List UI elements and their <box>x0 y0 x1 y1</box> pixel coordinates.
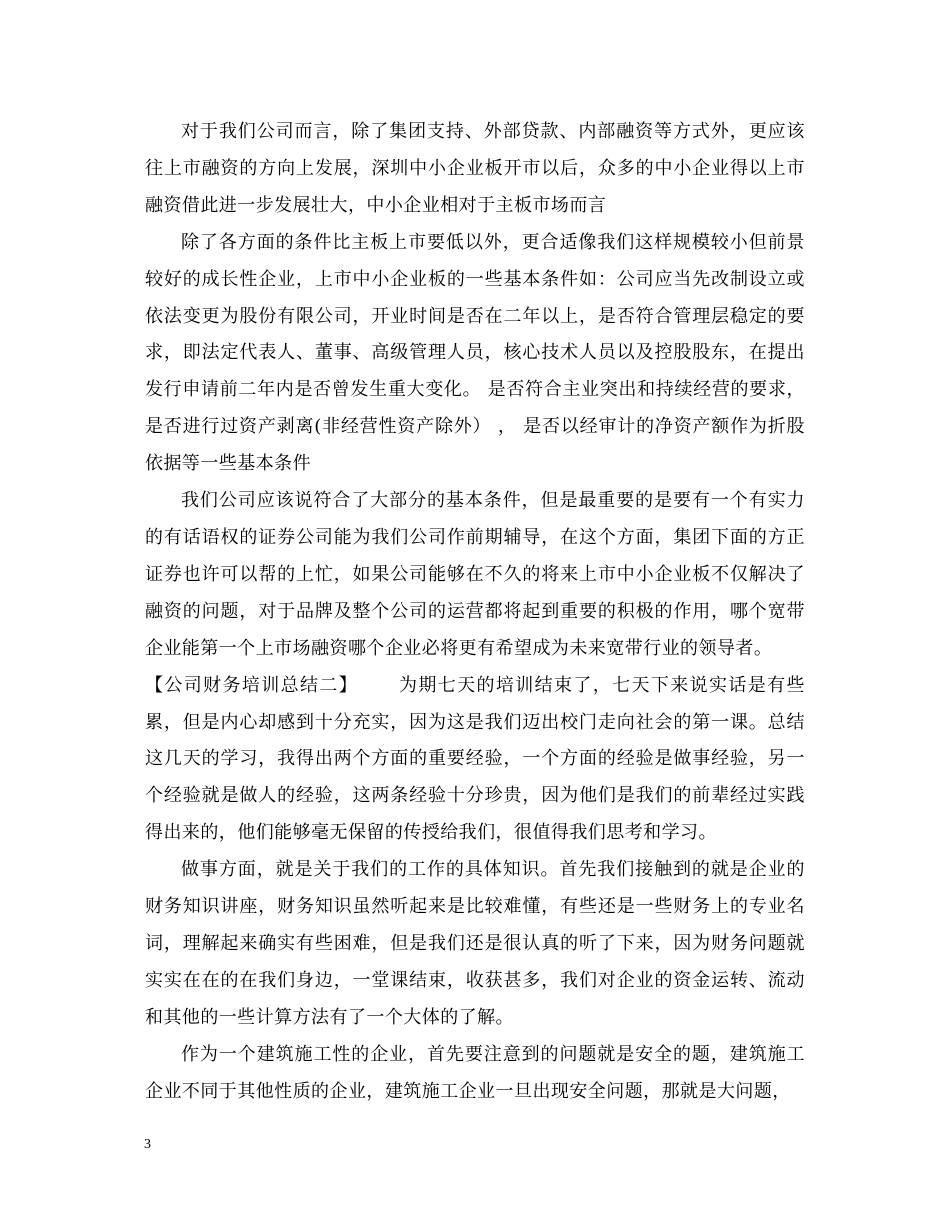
paragraph-safety: 作为一个建筑施工性的企业，首先要注意到的问题就是安全的题，建筑施工企业不同于其他性质的企业，建筑施工企业一旦出现安全问题，那就是大问题， <box>145 1043 805 1102</box>
section-heading: 【公司财务培训总结二】 <box>145 674 359 696</box>
page-number: 3 <box>144 1137 151 1152</box>
paragraph-listing-conditions: 除了各方面的条件比主板上市要低以外，更合适像我们这样规模较小但前景较好的成长性企业，上市中小企业板的一些基本条件如：公司应当先改制设立或依法变更为股份有限公司，开业时间是否在二年以上，是否符合管理层稳定的要求，即法定代表人、董事、高级管理人员，核心技术人员以及控股股东，在提出发行申请前二年内是否曾发生重大变化。 是否符合主业突出和持续经营的要求，是否进行过资产剥离(非经营性资产除外） ， 是否以经审计的净资产额作为折股依据等一些基本条件 <box>145 231 805 475</box>
document-body <box>145 114 805 1110</box>
section-intro: 为期七天的培训结束了，七天下来说实话是有些累，但是内心却感到十分充实，因为这是我们迈出校门走向社会的第一课。总结这几天的学习，我得出两个方面的重要经验，一个方面的经验是做事经验，另一个经验就是做人的经验，这两条经验十分珍贵，因为他们是我们的前辈经过实践得出来的，他们能够毫无保留的传授给我们，很值得我们思考和学习。 <box>145 674 805 844</box>
paragraph-financing-direction: 对于我们公司而言，除了集团支持、外部贷款、内部融资等方式外，更应该往上市融资的方向上发展，深圳中小企业板开市以后，众多的中小企业得以上市融资借此进一步发展壮大，中小企业相对于主板市场而言 <box>145 121 805 216</box>
paragraph-work-knowledge: 做事方面，就是关于我们的工作的具体知识。首先我们接触到的就是企业的财务知识讲座，财务知识虽然听起来是比较难懂，有些还是一些财务上的专业名词，理解起来确实有些困难，但是我们还是很认真的听了下来，因为财务问题就实实在在的在我们身边，一堂课结束，收获甚多，我们对企业的资金运转、流动和其他的一些计算方法有了一个大体的了解。 <box>145 859 805 1028</box>
paragraph-training-summary <box>145 668 805 853</box>
paragraph-company-assessment: 我们公司应该说符合了大部分的基本条件，但是最重要的是要有一个有实力的有话语权的证券公司能为我们公司作前期辅导，在这个方面，集团下面的方正证券也许可以帮的上忙，如果公司能够在不久的将来上市中小企业板不仅解决了融资的问题，对于品牌及整个公司的运营都将起到重要的积极的作用，哪个宽带企业能第一个上市场融资哪个企业必将更有希望成为未来宽带行业的领导者。 <box>145 490 805 659</box>
